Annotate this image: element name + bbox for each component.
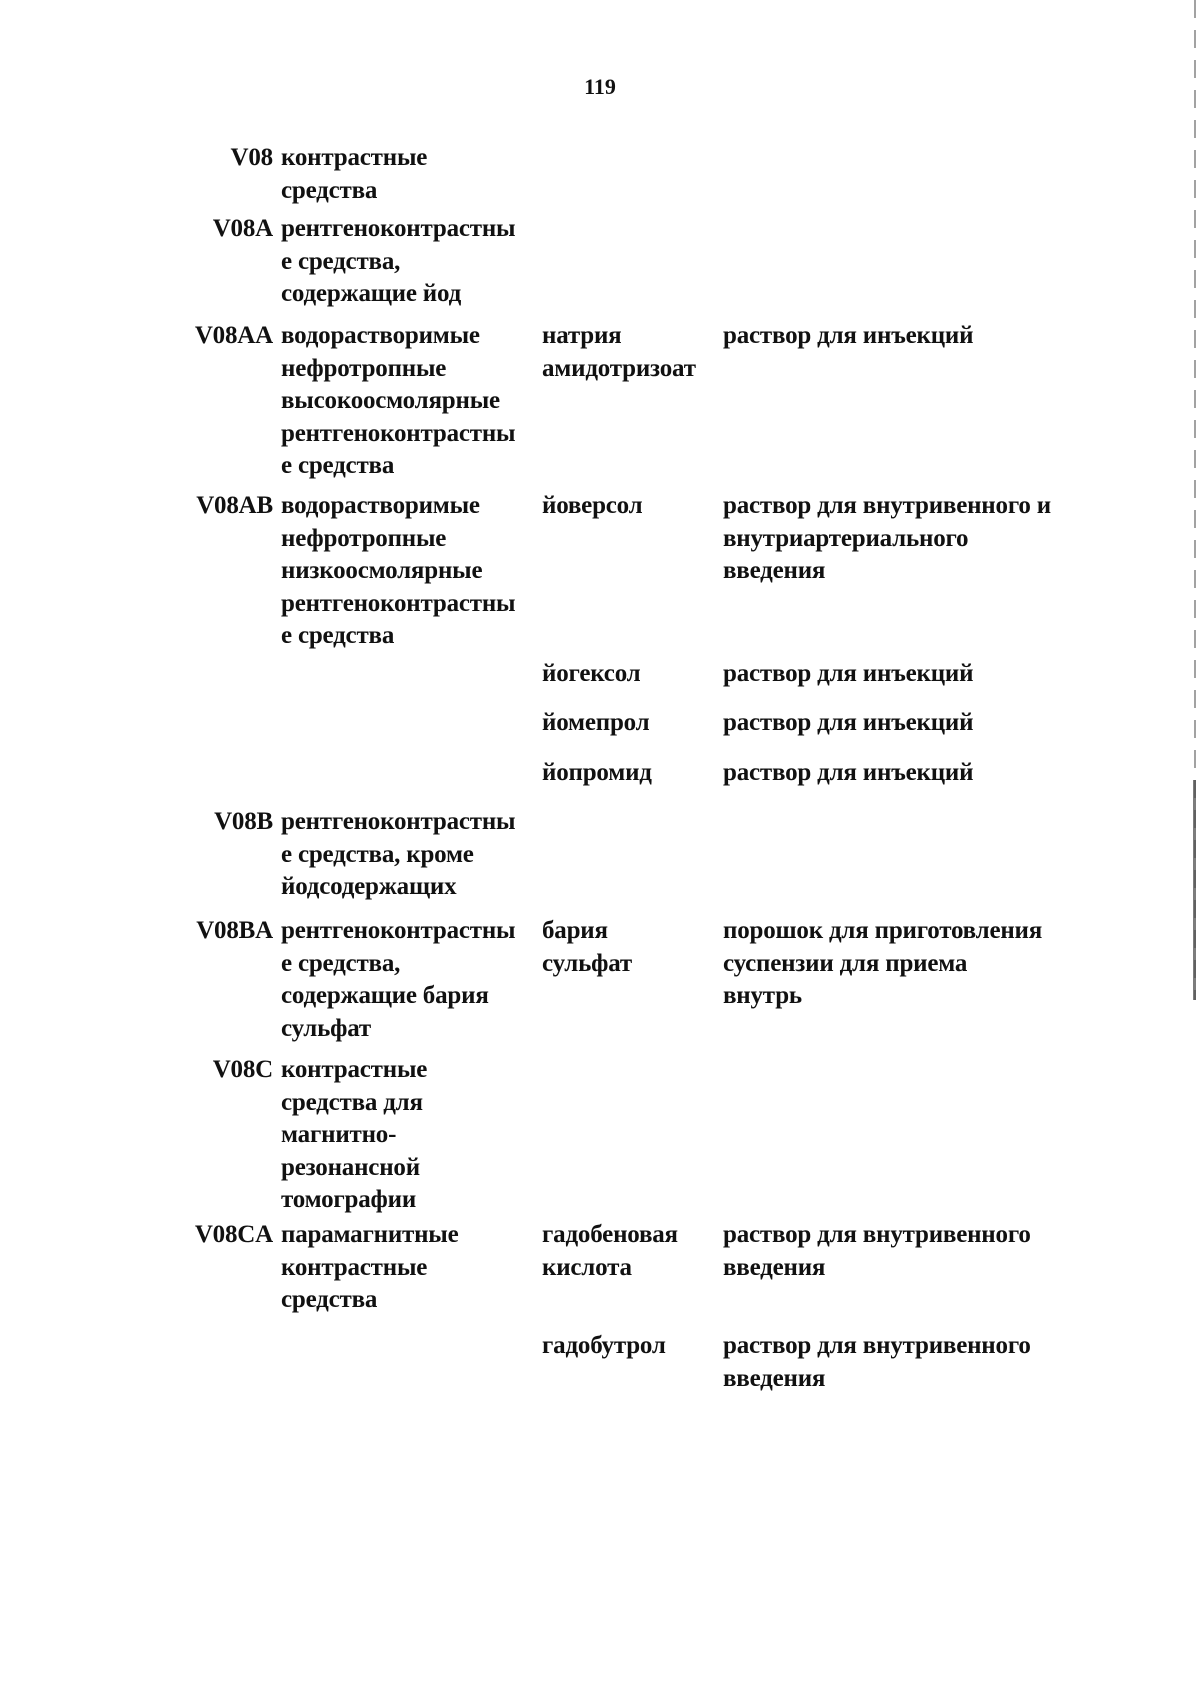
drug-name-cell: [542, 490, 722, 523]
pharmacological-group-text: сульфат: [281, 1014, 371, 1042]
drug-name-text: гадобутрол: [542, 1332, 666, 1359]
dosage-form-text: раствор для инъекций: [723, 322, 974, 349]
dosage-form-text: суспензии для приема: [723, 949, 968, 977]
dosage-form-text: внутрь: [723, 982, 802, 1009]
atc-code-cell: [178, 490, 273, 523]
dosage-form-cell: [723, 320, 1093, 353]
drug-name-cell: [542, 1330, 722, 1363]
pharmacological-group-text: парамагнитные: [281, 1221, 459, 1248]
drug-name-text: йогексол: [542, 660, 641, 687]
pharmacological-group-text: водорастворимые: [281, 322, 480, 349]
pharmacological-group-text: рентгеноконтрастны: [281, 808, 516, 835]
dosage-form-cell: [723, 1219, 1093, 1284]
drug-name-cell: [542, 707, 722, 740]
pharmacological-group-text: рентгеноконтрастны: [281, 419, 516, 447]
pharmacological-group-cell: [281, 915, 541, 1045]
drug-name-text: йопромид: [542, 759, 652, 786]
dosage-form-text: введения: [723, 1364, 826, 1392]
pharmacological-group-cell: [281, 213, 541, 311]
dosage-form-text: раствор для внутривенного: [723, 1332, 1031, 1359]
pharmacological-group-text: рентгеноконтрастны: [281, 589, 516, 617]
atc-code-cell: [178, 1054, 273, 1087]
atc-code-cell: [178, 806, 273, 839]
pharmacological-group-text: е средства,: [281, 247, 401, 275]
atc-code-cell: [178, 915, 273, 948]
pharmacological-group-text: содержащие йод: [281, 280, 462, 307]
pharmacological-group-text: средства для: [281, 1088, 423, 1116]
drug-name-text: бария: [542, 917, 608, 944]
pharmacological-group-text: средства: [281, 176, 378, 204]
pharmacological-group-text: рентгеноконтрастны: [281, 917, 516, 944]
pharmacological-group-cell: [281, 142, 541, 207]
atc-code-text: V08CA: [194, 1221, 273, 1248]
drug-name-text: амидотризоат: [542, 354, 696, 382]
pharmacological-group-text: содержащие бария: [281, 982, 489, 1009]
atc-code-cell: [178, 142, 273, 175]
dosage-form-text: раствор для внутривенного и: [723, 492, 1051, 519]
pharmacological-group-cell: [281, 320, 541, 483]
atc-code-cell: [178, 213, 273, 246]
dosage-form-text: раствор для внутривенного: [723, 1221, 1031, 1248]
dosage-form-cell: [723, 658, 1093, 691]
pharmacological-group-text: низкоосмолярные: [281, 557, 483, 584]
drug-name-text: йоверсол: [542, 492, 643, 519]
dosage-form-text: раствор для инъекций: [723, 709, 974, 736]
dosage-form-cell: [723, 915, 1093, 1013]
atc-code-cell: [178, 320, 273, 353]
pharmacological-group-text: контрастные: [281, 1253, 428, 1281]
atc-code-text: V08AB: [196, 492, 273, 519]
pharmacological-group-cell: [281, 1054, 541, 1217]
atc-code-text: V08: [230, 144, 273, 171]
atc-code-text: V08AA: [194, 322, 273, 349]
atc-code-cell: [178, 1219, 273, 1252]
dosage-form-cell: [723, 757, 1093, 790]
atc-code-text: V08B: [214, 808, 273, 835]
drug-name-cell: [542, 1219, 722, 1284]
drug-name-cell: [542, 658, 722, 691]
pharmacological-group-text: контрастные: [281, 1056, 428, 1083]
pharmacological-group-text: рентгеноконтрастны: [281, 215, 516, 242]
pharmacological-group-text: е средства, кроме: [281, 840, 474, 868]
dosage-form-text: введения: [723, 1253, 826, 1281]
drug-name-text: сульфат: [542, 949, 632, 977]
dosage-form-cell: [723, 490, 1093, 588]
pharmacological-group-text: резонансной: [281, 1153, 420, 1181]
pharmacological-group-cell: [281, 1219, 541, 1317]
pharmacological-group-text: высокоосмолярные: [281, 387, 500, 414]
dosage-form-text: внутриартериального: [723, 524, 969, 552]
drug-name-text: гадобеновая: [542, 1221, 678, 1248]
drug-name-cell: [542, 915, 722, 980]
dosage-form-text: порошок для приготовления: [723, 917, 1043, 944]
drug-name-text: натрия: [542, 322, 622, 349]
atc-code-text: V08C: [212, 1056, 273, 1083]
dosage-form-cell: [723, 1330, 1093, 1395]
scan-edge-mark: [1193, 780, 1196, 1000]
pharmacological-group-text: томографии: [281, 1186, 417, 1213]
pharmacological-group-text: нефротропные: [281, 524, 447, 552]
page-number: 119: [584, 74, 616, 99]
pharmacological-group-text: е средства: [281, 452, 395, 479]
pharmacological-group-text: контрастные: [281, 144, 428, 171]
dosage-form-cell: [723, 707, 1093, 740]
dosage-form-text: раствор для инъекций: [723, 759, 974, 786]
dosage-form-text: раствор для инъекций: [723, 660, 974, 687]
dosage-form-text: введения: [723, 557, 826, 584]
drug-name-text: кислота: [542, 1253, 632, 1281]
pharmacological-group-text: йодсодержащих: [281, 873, 457, 900]
pharmacological-group-text: е средства,: [281, 949, 401, 977]
pharmacological-group-text: средства: [281, 1286, 378, 1313]
pharmacological-group-cell: [281, 490, 541, 653]
atc-code-text: V08A: [212, 215, 273, 242]
pharmacological-group-text: водорастворимые: [281, 492, 480, 519]
pharmacological-group-text: нефротропные: [281, 354, 447, 382]
pharmacological-group-cell: [281, 806, 541, 904]
pharmacological-group-text: е средства: [281, 622, 395, 649]
pharmacological-group-text: магнитно-: [281, 1121, 397, 1148]
atc-code-text: V08BA: [196, 917, 273, 944]
drug-name-cell: [542, 320, 722, 385]
drug-name-text: йомепрол: [542, 709, 650, 736]
drug-name-cell: [542, 757, 722, 790]
